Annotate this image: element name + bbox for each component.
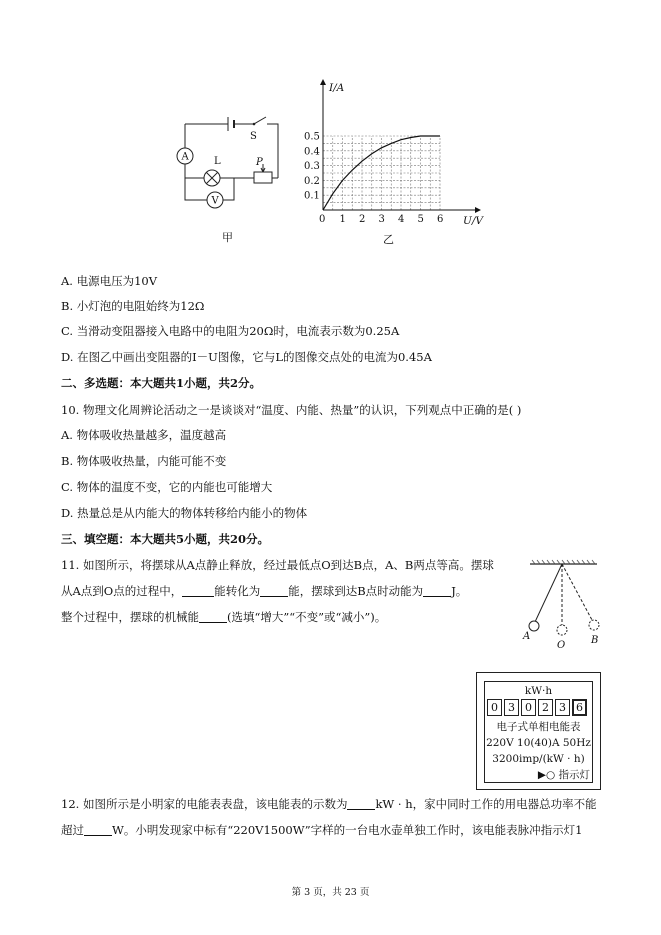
meter-rating: 220V 10(40)A 50Hz — [486, 737, 591, 749]
q10-option-c: C. 物体的温度不变，它的内能也可能增大 — [61, 480, 273, 494]
rheostat-symbol — [254, 172, 272, 183]
q10-option-a: A. 物体吸收热量越多，温度越高 — [61, 428, 227, 442]
switch-blade — [254, 117, 266, 124]
y-tick-label: 0.3 — [304, 161, 320, 173]
figure-label-yi: 乙 — [383, 233, 394, 246]
meter-digits — [487, 699, 589, 716]
y-tick-label: 0.1 — [304, 190, 320, 202]
q12-line-2: 超过 W。小明发现家中标有“220V1500W”字样的一台电水壶单独工作时，该电能表脉冲指示灯1 — [61, 823, 583, 837]
pendulum-ball-o — [557, 625, 567, 635]
y-tick-label: 0.2 — [304, 175, 320, 187]
meter-imp: 3200imp/(kW · h) — [492, 753, 585, 765]
x-tick-label: 2 — [359, 214, 366, 225]
y-tick-label: 0.4 — [304, 146, 320, 158]
origin-label: 0 — [319, 214, 326, 225]
answer-blank[interactable] — [182, 584, 214, 597]
x-tick-label: 5 — [417, 214, 424, 225]
answer-blank[interactable] — [260, 584, 288, 597]
meter-digit: 0 — [487, 699, 502, 716]
meter-digit: 0 — [521, 699, 536, 716]
pendulum-label-b: B — [591, 635, 599, 646]
q9-option-d: D. 在图乙中画出变阻器的I－U图像，它与L的图像交点处的电流为0.45A — [61, 350, 432, 364]
page-footer: 第 3 页，共 23 页 — [291, 887, 370, 898]
y-axis-label: I/A — [329, 82, 345, 94]
pendulum-label-o: O — [557, 640, 566, 650]
answer-blank[interactable] — [347, 797, 375, 810]
meter-indicator-lamp: ▶○ 指示灯 — [537, 769, 590, 781]
pendulum-string-a — [535, 564, 562, 622]
x-tick-label: 4 — [398, 214, 405, 225]
q10-option-b: B. 物体吸收热量，内能可能不变 — [61, 454, 227, 468]
x-axis-label: U/V — [463, 215, 483, 227]
q11-line-3: 整个过程中，摆球的机械能 (选填“增大”“不变”或“减小”)。 — [61, 610, 387, 624]
q10-option-d: D. 热量总是从内能大的物体转移给内能小的物体 — [61, 506, 308, 520]
pendulum-diagram — [515, 558, 610, 650]
switch-label: S — [250, 131, 257, 142]
x-axis-arrow — [475, 207, 481, 213]
figure-label-jia: 甲 — [222, 231, 233, 244]
q11-line-1: 11. 如图所示，将摆球从A点静止释放，经过最低点O到达B点，A、B两点等高。摆球 — [61, 558, 494, 572]
voltmeter-label: V — [211, 195, 219, 207]
iu-graph — [300, 78, 490, 228]
meter-digit: 3 — [555, 699, 570, 716]
section-3-heading: 三、填空题：本大题共5小题，共20分。 — [61, 532, 270, 546]
answer-blank[interactable] — [84, 823, 112, 836]
q9-option-c: C. 当滑动变阻器接入电路中的电阻为20Ω时，电流表示数为0.25A — [61, 324, 400, 338]
y-axis-arrow — [320, 79, 326, 85]
q9-option-b: B. 小灯泡的电阻始终为12Ω — [61, 299, 205, 313]
circuit-diagram — [170, 108, 290, 218]
q12-line-1: 12. 如图所示是小明家的电能表表盘，该电能表的示数为 kW · h，家中同时工作的用电器总功率不能 — [61, 797, 597, 811]
pendulum-string-b — [562, 564, 592, 620]
x-tick-label: 1 — [339, 214, 346, 225]
section-2-heading: 二、多选题：本大题共1小题，共2分。 — [61, 376, 262, 390]
x-tick-label: 6 — [437, 214, 444, 225]
lamp-label: L — [214, 156, 221, 167]
meter-digit: 2 — [538, 699, 553, 716]
meter-unit: kW·h — [524, 685, 553, 697]
meter-digit: 3 — [504, 699, 519, 716]
rheostat-p-label: P — [256, 157, 263, 168]
pendulum-ball-b — [589, 620, 599, 630]
x-tick-label: 3 — [378, 214, 385, 225]
q9-option-a: A. 电源电压为10V — [61, 274, 158, 288]
q10-stem: 10. 物理文化周辨论活动之一是谈谈对“温度、内能、热量”的认识，下列观点中正确的是( ) — [61, 403, 522, 417]
q11-line-2: 从A点到O点的过程中， 能转化为 能，摆球到达B点时动能为 J。 — [61, 584, 468, 598]
y-tick-label: 0.5 — [304, 131, 320, 143]
ammeter-label: A — [181, 151, 189, 163]
pendulum-ball-a — [529, 621, 539, 631]
answer-blank[interactable] — [423, 584, 451, 597]
pendulum-label-a: A — [523, 631, 531, 642]
meter-digit-decimal: 6 — [572, 699, 587, 716]
meter-name: 电子式单相电能表 — [496, 721, 581, 733]
answer-blank[interactable] — [199, 610, 227, 623]
energy-meter-panel — [476, 672, 601, 790]
